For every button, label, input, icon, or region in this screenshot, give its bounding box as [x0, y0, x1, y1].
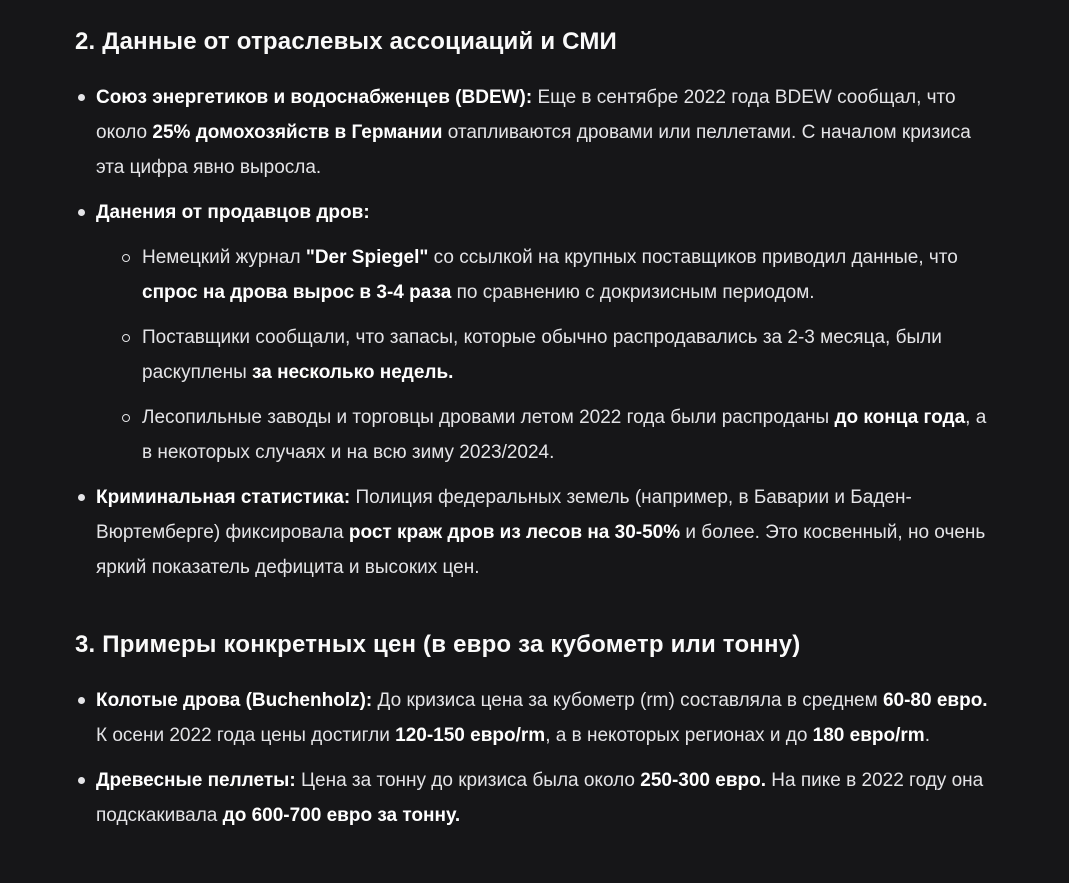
- bullet-icon: [78, 209, 85, 216]
- text-run: Лесопильные заводы и торговцы дровами летом 2022 года были распроданы: [142, 407, 835, 428]
- text-run: , а в некоторых регионах и до: [545, 725, 813, 746]
- list-item-text: [142, 240, 989, 310]
- sub-list-item-suppliers: [120, 320, 989, 390]
- text-run: На пике в 2022 году она подскакивала: [96, 770, 984, 826]
- text-run: отапливаются дровами или пеллетами. С началом кризиса эта цифра явно выросла.: [96, 122, 971, 178]
- bold-text: спрос на дрова вырос в 3-4 раза: [142, 282, 452, 303]
- bold-text: "Der Spiegel": [305, 247, 429, 268]
- list-item-bdew: [75, 80, 989, 185]
- bold-text: 120-150 евро/rm: [395, 725, 546, 746]
- list-item-text: [96, 683, 989, 753]
- bold-text: рост краж дров из лесов на 30-50%: [348, 522, 681, 543]
- list-item-pellet-prices: [75, 763, 989, 833]
- bold-text: 250-300 евро.: [640, 770, 767, 791]
- bullet-icon: [78, 697, 85, 704]
- text-run: по сравнению с докризисным периодом.: [451, 282, 815, 303]
- text-run: К осени 2022 года цены достигли: [96, 725, 396, 746]
- bold-text: до конца года: [834, 407, 966, 428]
- circle-bullet-icon: [122, 254, 130, 262]
- bold-text: 25% домохозяйств в Германии: [152, 122, 443, 143]
- text-run: Еще в сентябре 2022 года BDEW сообщал, что около: [96, 87, 956, 143]
- section-price-examples: [75, 629, 989, 833]
- bold-text: Союз энергетиков и водоснабженцев (BDEW):: [96, 87, 533, 108]
- bullet-icon: [78, 777, 85, 784]
- list-item-text: [142, 320, 989, 390]
- bold-text: за несколько недель.: [252, 362, 454, 383]
- bullet-list: [75, 80, 989, 585]
- text-run: До кризиса цена за кубометр (rm) составляла в среднем: [372, 690, 883, 711]
- text-run: Немецкий журнал: [142, 247, 306, 268]
- section-industry-data: [75, 26, 989, 585]
- text-run: Поставщики сообщали, что запасы, которые обычно распродавались за 2-3 месяца, были раскуплены: [142, 327, 942, 383]
- text-run: и более. Это косвенный, но очень яркий показатель дефицита и высоких цен.: [96, 522, 986, 578]
- text-run: .: [924, 725, 930, 746]
- text-run: , а в некоторых случаях и на всю зиму 2023/2024.: [142, 407, 987, 463]
- text-run: Цена за тонну до кризиса была около: [295, 770, 641, 791]
- bold-text: 180 евро/rm: [812, 725, 925, 746]
- bold-text: Колотые дрова (Buchenholz):: [96, 690, 373, 711]
- text-run: со ссылкой на крупных поставщиков приводил данные, что: [428, 247, 958, 268]
- sub-bullet-list: [120, 240, 989, 470]
- list-item-crime-stats: [75, 480, 989, 585]
- list-item-text: [96, 480, 989, 585]
- circle-bullet-icon: [122, 334, 130, 342]
- list-item-text: [96, 763, 989, 833]
- list-item-firewood-prices: [75, 683, 989, 753]
- text-run: Полиция федеральных земель (например, в Баварии и Баден-Вюртемберге) фиксировала: [96, 487, 912, 543]
- sub-list-item-spiegel: [120, 240, 989, 310]
- list-item-text: [96, 195, 989, 230]
- list-item-text: [142, 400, 989, 470]
- list-item-text: [96, 80, 989, 185]
- sub-list-item-sawmills: [120, 400, 989, 470]
- circle-bullet-icon: [122, 414, 130, 422]
- bold-text: 60-80 евро.: [882, 690, 988, 711]
- bullet-list: [75, 683, 989, 833]
- section-heading: 3. Примеры конкретных цен (в евро за кубометр или тонну): [75, 631, 801, 658]
- list-item-sellers-data: [75, 195, 989, 470]
- bold-text: Древесные пеллеты:: [96, 770, 296, 791]
- section-heading: 2. Данные от отраслевых ассоциаций и СМИ: [75, 28, 617, 55]
- bold-text: Данения от продавцов дров:: [96, 202, 370, 223]
- bullet-icon: [78, 94, 85, 101]
- bullet-icon: [78, 494, 85, 501]
- bold-text: до 600-700 евро за тонну.: [222, 805, 461, 826]
- bold-text: Криминальная статистика:: [96, 487, 351, 508]
